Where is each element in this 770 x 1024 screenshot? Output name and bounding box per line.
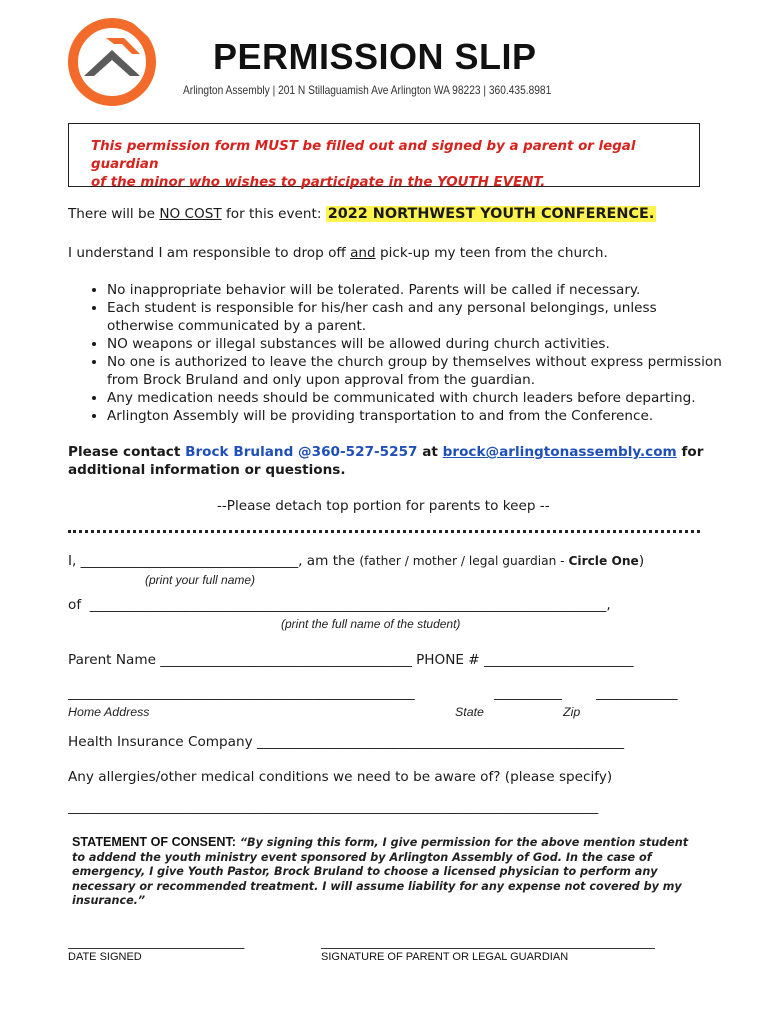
relation-options: (father / mother / legal guardian - [359, 554, 569, 568]
insurance-label: Health Insurance Company [68, 734, 257, 750]
consent-heading: STATEMENT OF CONSENT: [72, 835, 236, 849]
rule-item: • No inappropriate behavior will be tolerated. Parents will be called if necessary. [107, 281, 727, 299]
church-logo [66, 16, 158, 108]
notice-line-1: This permission form MUST be filled out and signed by a parent or legal guardian [91, 139, 636, 172]
rule-item: • Each student is responsible for his/her cash and any personal belongings, unless otherwise communicated by a parent. [107, 299, 727, 335]
rule-item: • NO weapons or illegal substances will be allowed during church activities. [107, 335, 727, 353]
no-cost-text: NO COST [159, 206, 222, 222]
parent-phone-line [68, 652, 634, 668]
cost-suffix: for this event: [221, 206, 326, 222]
rules-list [85, 281, 727, 425]
state-label: State [455, 705, 484, 719]
rule-item: • Arlington Assembly will be providing transportation to and from the Conference. [107, 407, 727, 425]
contact-prefix: Please contact [68, 444, 186, 460]
of-label: of [68, 597, 82, 613]
state-field[interactable]: __________ [494, 685, 562, 701]
guardian-name-field[interactable]: ________________________________ [80, 553, 299, 569]
responsibility-suffix: pick-up my teen from the church. [375, 245, 608, 261]
cost-line [68, 206, 656, 222]
and-text: and [350, 245, 376, 261]
contact-email-link[interactable]: brock@arlingtonassembly.com [442, 444, 677, 460]
student-name-line [68, 597, 611, 613]
date-signed-label: DATE SIGNED [68, 951, 142, 963]
responsibility-line [68, 245, 608, 261]
phone-label: PHONE # [411, 652, 484, 668]
cost-prefix: There will be [68, 206, 160, 222]
parent-name-field[interactable]: _____________________________________ [160, 652, 412, 668]
parent-name-label: Parent Name [68, 652, 161, 668]
contact-line-2: additional information or questions. [68, 462, 346, 478]
relation-close: ) [638, 553, 645, 569]
circle-one-text: Circle One [568, 554, 639, 568]
allergies-field[interactable]: ______________________________________________________________________________ [68, 799, 599, 815]
zip-label: Zip [563, 705, 581, 719]
insurance-line [68, 734, 624, 750]
student-name-hint: (print the full name of the student) [281, 617, 461, 631]
guardian-name-line [68, 553, 644, 569]
rule-item: • Any medication needs should be communicated with church leaders before departing. [107, 389, 727, 407]
notice-text [91, 138, 691, 192]
i-prefix: I, [68, 553, 81, 569]
responsibility-prefix: I understand I am responsible to drop off [68, 245, 351, 261]
consent-text: “By signing this form, I give permission for the above mention student to addend the youth ministry event sponsored by Arlington Assembly of God. In the case of emergency, I give Youth Pastor, Brock Bruland to choose a licensed physician to perform any necessary or recommended treatment. I will assume liability for any expense not covered by my insurance.” [72, 836, 689, 908]
detach-instruction: --Please detach top portion for parents to keep -- [217, 498, 550, 514]
print-name-hint: (print your full name) [145, 573, 256, 587]
contact-line [68, 444, 703, 460]
am-the-text: , am the [298, 553, 360, 569]
contact-mid: at [417, 444, 443, 460]
allergies-question: Any allergies/other medical conditions we need to be aware of? (please specify) [68, 769, 613, 785]
notice-line-2: of the minor who wishes to participate in the YOUTH EVENT. [91, 175, 546, 190]
church-address: Arlington Assembly | 201 N Stillaguamish Ave Arlington WA 98223 | 360.435.8981 [183, 84, 552, 97]
signature-field[interactable]: _____________________________________________________ [321, 934, 655, 949]
page-title: PERMISSION SLIP [213, 36, 537, 77]
insurance-field[interactable]: ______________________________________________________ [256, 734, 624, 750]
event-name: 2022 NORTHWEST YOUTH CONFERENCE. [327, 206, 655, 222]
phone-field[interactable]: ______________________ [483, 652, 634, 668]
home-address-label: Home Address [68, 705, 150, 719]
detach-dotted-line [68, 530, 700, 533]
address-field[interactable]: ___________________________________________________ [68, 685, 415, 701]
consent-statement [72, 835, 692, 909]
student-name-field[interactable]: ____________________________________________________________________________, [89, 597, 611, 613]
zip-field[interactable]: ____________ [596, 685, 678, 701]
rule-item: • No one is authorized to leave the church group by themselves without express permission from Brock Bruland and only upon approval from the guardian. [107, 353, 727, 389]
contact-name-phone: Brock Bruland @360-527-5257 [185, 444, 418, 460]
signature-label: SIGNATURE OF PARENT OR LEGAL GUARDIAN [321, 951, 569, 963]
date-signed-field[interactable]: ____________________________ [68, 934, 245, 949]
contact-suffix: for [676, 444, 704, 460]
